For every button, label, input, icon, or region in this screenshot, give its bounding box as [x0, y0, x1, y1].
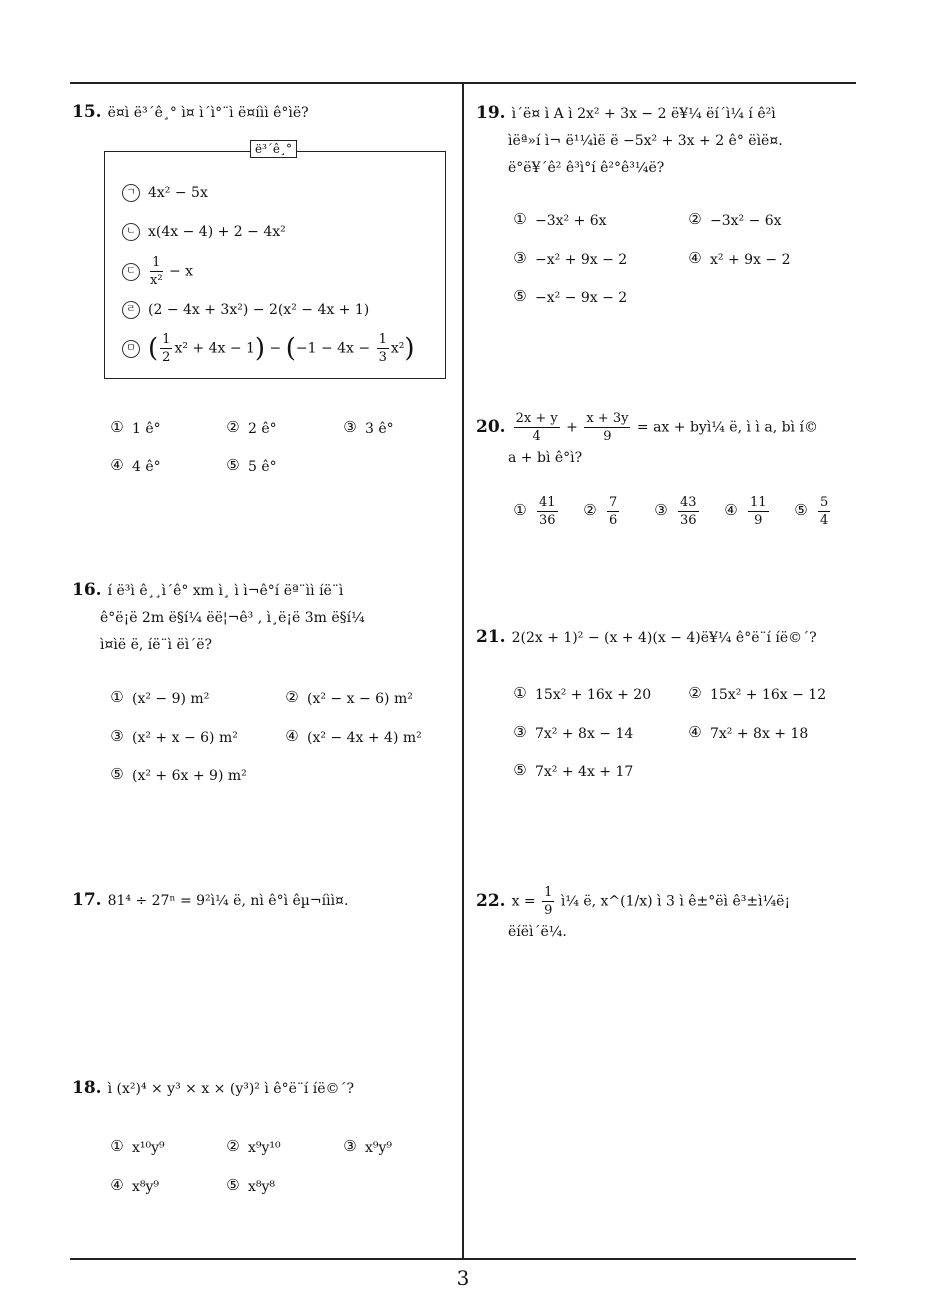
example-item-4: [122, 301, 369, 319]
option-1[interactable]: ① 15x² + 16x + 20: [513, 684, 652, 703]
option-5[interactable]: ⑤ 7x² + 4x + 17: [513, 761, 634, 780]
option-1[interactable]: ① $\frac{41}{36}$: [513, 495, 556, 528]
option-4[interactable]: ④ 7x² + 8x + 18: [688, 723, 809, 742]
option-1[interactable]: ① x¹⁰y⁹: [110, 1137, 165, 1156]
item-expr: (2 − 4x + 3x²) − 2(x² − 4x + 1): [148, 302, 370, 318]
question-number: 18.: [72, 1078, 102, 1098]
item-marker: ㄱ: [122, 184, 140, 202]
question-number: 20.: [476, 417, 506, 437]
question-text-line: ëíëì´ë¼.: [508, 924, 567, 940]
option-marker: ④: [110, 456, 124, 474]
item-expr: x(4x − 4) + 2 − 4x²: [148, 224, 286, 240]
example-item-1: [122, 184, 208, 202]
question-text-line: ìëª»í ì¬ ë¹¼ìë ë −5x² + 3x + 2 ê° ëìë¤.: [508, 133, 783, 149]
option-2[interactable]: ② 15x² + 16x − 12: [688, 684, 827, 703]
question-19: [476, 100, 783, 182]
option-1[interactable]: ① 1 ê°: [110, 418, 161, 437]
fraction: $\frac{1}{\text{x²}}$: [150, 255, 163, 288]
question-text: 81⁴ ÷ 27ⁿ = 9²ì¼ ë, nì ê°ì êµ¬íìì¤.: [107, 893, 349, 909]
item-marker: ㄷ: [122, 263, 140, 281]
option-1[interactable]: ① (x² − 9) m²: [110, 688, 210, 707]
option-1[interactable]: ① −3x² + 6x: [513, 210, 607, 229]
item-expr: − x: [164, 263, 194, 280]
question-20: 20. $\frac{2x + y}{4}$ + $\frac{x + 3y}{9}$ = ax + byì¼ ë, ì ì a, bì í© a + bì ê°ì?: [476, 410, 818, 472]
question-text-line: í ë³ì ê¸¸ì´ê° xm ì¸ ì ì¬ê°í ëª¨ìì íë¨ì: [107, 583, 344, 599]
option-3[interactable]: ③ (x² + x − 6) m²: [110, 727, 238, 746]
option-5[interactable]: ⑤ −x² − 9x − 2: [513, 287, 628, 306]
option-4[interactable]: ④ 4 ê°: [110, 456, 161, 475]
fraction: $\frac{2x + y}{4}$: [515, 411, 558, 444]
option-marker: ⑤: [226, 456, 240, 474]
fraction: $\frac{1}{2}$: [162, 332, 171, 365]
question-text-line: ë°ë¥´ê² ê³ì°í ê²°ê³¼ë?: [508, 160, 665, 176]
option-4[interactable]: ④ x² + 9x − 2: [688, 249, 791, 268]
question-17: [72, 887, 348, 915]
bottom-rule: [70, 1258, 856, 1260]
option-5[interactable]: ⑤ x⁸y⁸: [226, 1176, 276, 1195]
question-number: 19.: [476, 103, 506, 123]
question-number: 17.: [72, 890, 102, 910]
option-2[interactable]: ② −3x² − 6x: [688, 210, 782, 229]
option-2[interactable]: ② x⁹y¹⁰: [226, 1137, 281, 1156]
question-text: 2(2x + 1)² − (x + 4)(x − 4)ë¥¼ ê°ë¨í íë©´?: [511, 630, 817, 646]
option-3[interactable]: ③ x⁹y⁹: [343, 1137, 393, 1156]
page-number: 3: [456, 1266, 470, 1290]
question-text-line: ê°ë¡ë 2m ë§í¼ ëë¦¬ê³ , ì¸ë¡ë 3m ë§í¼: [100, 610, 365, 626]
example-item-5: ㅁ ( $\frac{1}{2}$ x² + 4x − 1) − (−1 − 4x − $\frac{1}{3}$ x²): [122, 331, 415, 366]
question-number: 22.: [476, 891, 506, 911]
option-3[interactable]: ③ $\frac{43}{36}$: [654, 495, 697, 528]
option-marker: ②: [226, 418, 240, 436]
fraction: $\frac{x + 3y}{9}$: [586, 411, 629, 444]
question-text: ì (x²)⁴ × y³ × x × (y³)² ì ê°ë¨í íë©´?: [107, 1081, 355, 1097]
option-4[interactable]: ④ $\frac{11}{9}$: [724, 495, 767, 528]
item-marker: ㅁ: [122, 340, 140, 358]
question-text: ì¼ ë, x^(1/x) ì 3 ì ê±°ëì ê³±ì¼ë¡: [556, 893, 791, 910]
option-3[interactable]: ③ 7x² + 8x − 14: [513, 723, 634, 742]
question-number: 21.: [476, 627, 506, 647]
option-2[interactable]: ② (x² − x − 6) m²: [285, 688, 413, 707]
question-text-line: ì´ë¤ ì A ì 2x² + 3x − 2 ë¥¼ ëí´ì¼ í ê²ì: [511, 106, 776, 122]
fraction: $\frac{1}{9}$: [544, 885, 553, 918]
example-box-title: ë³´ê¸°: [250, 140, 297, 158]
option-2[interactable]: ② $\frac{7}{6}$: [583, 495, 618, 528]
option-2[interactable]: ② 2 ê°: [226, 418, 277, 437]
question-number: 15.: [72, 102, 102, 122]
question-text: = ax + byì¼ ë, ì ì a, bì í©: [632, 419, 818, 436]
question-text: ë¤ì ë³´ê¸° ì¤ ì´ì°¨ì ë¤íìì ê°ìë?: [107, 105, 309, 121]
option-5[interactable]: ⑤ 5 ê°: [226, 456, 277, 475]
question-text-line: a + bì ê°ì?: [508, 450, 583, 466]
question-number: 16.: [72, 580, 102, 600]
column-divider: [462, 83, 464, 1258]
option-4[interactable]: ④ x⁸y⁹: [110, 1176, 160, 1195]
option-5[interactable]: ⑤ (x² + 6x + 9) m²: [110, 765, 247, 784]
option-4[interactable]: ④ (x² − 4x + 4) m²: [285, 727, 422, 746]
option-3[interactable]: ③ −x² + 9x − 2: [513, 249, 628, 268]
example-item-3: [122, 254, 193, 289]
example-item-2: [122, 223, 286, 241]
question-22: 22. x = $\frac{1}{9}$ ì¼ ë, x^(1/x) ì 3 ì ê±°ëì ê³±ì¼ë¡ ëíëì´ë¼.: [476, 884, 790, 946]
question-18: [72, 1075, 354, 1103]
option-marker: ①: [110, 418, 124, 436]
question-15: [72, 99, 309, 127]
item-expr: 4x² − 5x: [148, 185, 208, 201]
question-text-line: ì¤ìë ë, íë¨ì ëì´ë?: [100, 637, 213, 653]
question-21: [476, 624, 817, 652]
option-5[interactable]: ⑤ $\frac{5}{4}$: [794, 495, 829, 528]
item-marker: ㄹ: [122, 301, 140, 319]
item-marker: ㄴ: [122, 223, 140, 241]
option-3[interactable]: ③ 3 ê°: [343, 418, 394, 437]
fraction: $\frac{1}{3}$: [378, 332, 387, 365]
option-marker: ③: [343, 418, 357, 436]
question-16: [72, 577, 365, 659]
